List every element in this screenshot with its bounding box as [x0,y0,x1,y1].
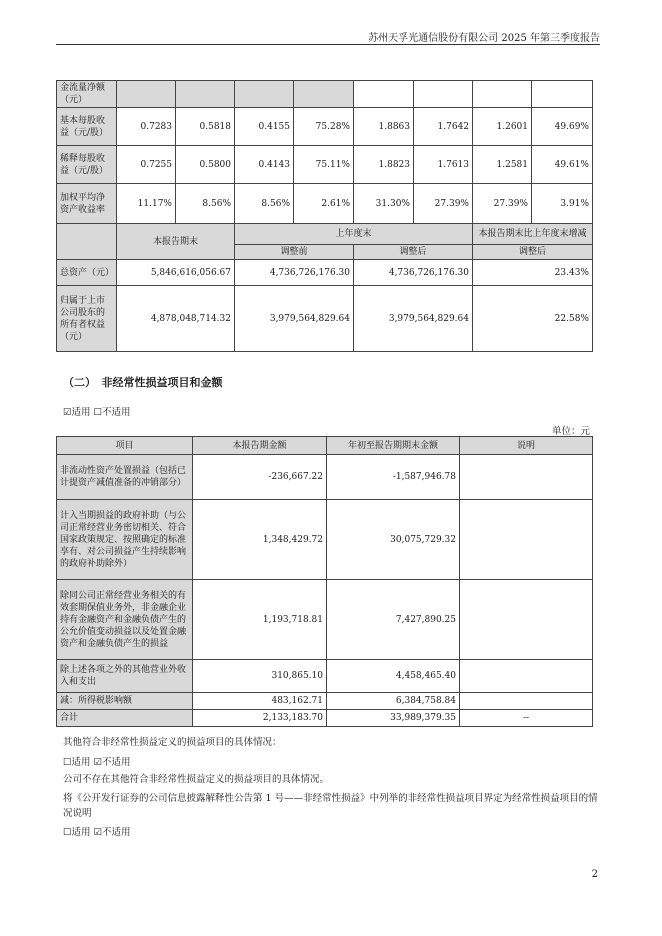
table-row [57,260,593,286]
table-row-total [57,710,593,727]
item-label: 计入当期损益的政府补助（与公司正常经营业务密切相关、符合国家政策规定、按照确定的标准享有、对公司损益产生持续影响的政府补助除外） [57,500,193,580]
table-cell [460,693,593,710]
table-cell [414,81,473,108]
table-cell: 0.7283 [117,108,176,146]
item-label: 合计 [57,710,193,727]
table-row [57,81,593,108]
row-label: 金流量净额（元） [57,81,117,108]
table-cell: 3.91% [532,184,593,224]
table-cell: 23.43% [473,260,593,286]
table-cell: 31.30% [354,184,414,224]
table-cell [532,81,593,108]
table-row [57,500,593,580]
table-cell [460,455,593,500]
table-cell: 1,348,429.72 [193,500,327,580]
table-cell: 8.56% [235,184,294,224]
unit-label: 单位：元 [551,426,590,437]
table-cell: 5,846,616,056.67 [117,260,235,286]
table-cell [460,660,593,693]
table-cell: 1.2601 [473,108,532,146]
applicability-choice-2: ☐适用 ☑不适用 [63,757,131,768]
report-header-title: 苏州天孚光通信股份有限公司 2025 年第三季度报告 [368,33,600,44]
table-cell: 3,979,564,829.64 [354,286,473,352]
table-row [57,108,593,146]
table-cell: 0.7255 [117,146,176,184]
table-cell: 75.11% [294,146,354,184]
table-cell [294,81,354,108]
table-cell [473,81,532,108]
applicability-choice: ☑适用 ☐不适用 [63,407,131,418]
table-cell: 49.69% [532,108,593,146]
table-cell: 2.61% [294,184,354,224]
balance-header-row [57,224,593,245]
row-label: 稀释每股收益（元/股） [57,146,117,184]
table-cell: 1.8863 [354,108,414,146]
subheader-change-adjust: 调整后 [473,245,593,260]
table-cell: 27.39% [473,184,532,224]
table-cell: 4,736,726,176.30 [235,260,354,286]
reclassification-paragraph: 将《公开发行证券的公司信息披露解释性公告第 1 号——非经常性损益》中列举的非经常性损益项目界定为经常性损益项目的情况说明 [63,793,598,819]
table-cell: 49.61% [532,146,593,184]
table-cell: 310,865.10 [193,660,327,693]
table-cell: 8.56% [176,184,235,224]
table-cell: 33,989,379.35 [327,710,460,727]
table-cell: 6,384,758.84 [327,693,460,710]
table-cell: 4,878,048,714.32 [117,286,235,352]
table-row [57,580,593,660]
table-cell [235,81,294,108]
section-title: （二） 非经常性损益项目和金额 [63,376,223,389]
table-cell [354,81,414,108]
table-cell: -236,667.22 [193,455,327,500]
balance-header-change: 本报告期末比上年度末增减 [473,224,593,245]
row-label: 归属于上市公司股东的所有者权益（元） [57,286,117,352]
table-row [57,455,593,500]
balance-header-blank [57,224,117,260]
table-cell: 0.5818 [176,108,235,146]
table-row [57,146,593,184]
no-other-items-paragraph: 公司不存在其他符合非经常性损益定义的损益项目的具体情况。 [63,774,330,785]
balance-header-prior-year-end: 上年度末 [235,224,473,245]
item-label: 非流动性资产处置损益（包括已计提资产减值准备的冲销部分） [57,455,193,500]
header-note: 说明 [460,437,593,455]
table-cell [117,81,176,108]
table-cell [460,500,593,580]
table-cell: 7,427,890.25 [327,580,460,660]
other-items-paragraph: 其他符合非经常性损益定义的损益项目的具体情况： [63,737,282,748]
table-cell: 22.58% [473,286,593,352]
table-cell: 0.5800 [176,146,235,184]
header-period: 本报告期金额 [193,437,327,455]
table-cell: 11.17% [117,184,176,224]
table-cell: -1,587,946.78 [327,455,460,500]
table-cell: 1.8823 [354,146,414,184]
table-row [57,693,593,710]
table-cell: 1.2581 [473,146,532,184]
table-row [57,660,593,693]
table-cell [460,580,593,660]
subheader-after-adjust: 调整后 [354,245,473,260]
row-label: 总资产（元） [57,260,117,286]
table-row [57,286,593,352]
table-cell: 483,162.71 [193,693,327,710]
applicability-choice-3: ☐适用 ☑不适用 [63,827,131,838]
row-label: 加权平均净资产收益率 [57,184,117,224]
table-cell: 3,979,564,829.64 [235,286,354,352]
non-recurring-items-table [56,436,593,727]
item-label: 除同公司正常经营业务相关的有效套期保值业务外，非金融企业持有金融资产和金融负债产生的公允价值变动损益以及处置金融资产和金融负债产生的损益 [57,580,193,660]
table-cell: 1,193,718.81 [193,580,327,660]
table-cell: 75.28% [294,108,354,146]
table-header-row [57,437,593,455]
row-label: 基本每股收益（元/股） [57,108,117,146]
header-item: 项目 [57,437,193,455]
table-cell: 2,133,183.70 [193,710,327,727]
table-cell: 0.4155 [235,108,294,146]
table-row [57,184,593,224]
table-cell: 27.39% [414,184,473,224]
table-cell: 4,458,465.40 [327,660,460,693]
item-label: 减：所得税影响额 [57,693,193,710]
header-divider [56,44,600,45]
key-indicators-table [56,80,593,352]
table-cell: 1.7642 [414,108,473,146]
table-cell: 30,075,729.32 [327,500,460,580]
page-number: 2 [591,869,598,880]
item-label: 除上述各项之外的其他营业外收入和支出 [57,660,193,693]
table-cell: 0.4143 [235,146,294,184]
table-cell [176,81,235,108]
subheader-before-adjust: 调整前 [235,245,354,260]
header-ytd: 年初至报告期期末金额 [327,437,460,455]
table-cell: 4,736,726,176.30 [354,260,473,286]
table-cell: 1.7613 [414,146,473,184]
balance-header-current: 本报告期末 [117,224,235,260]
table-cell: -- [460,710,593,727]
